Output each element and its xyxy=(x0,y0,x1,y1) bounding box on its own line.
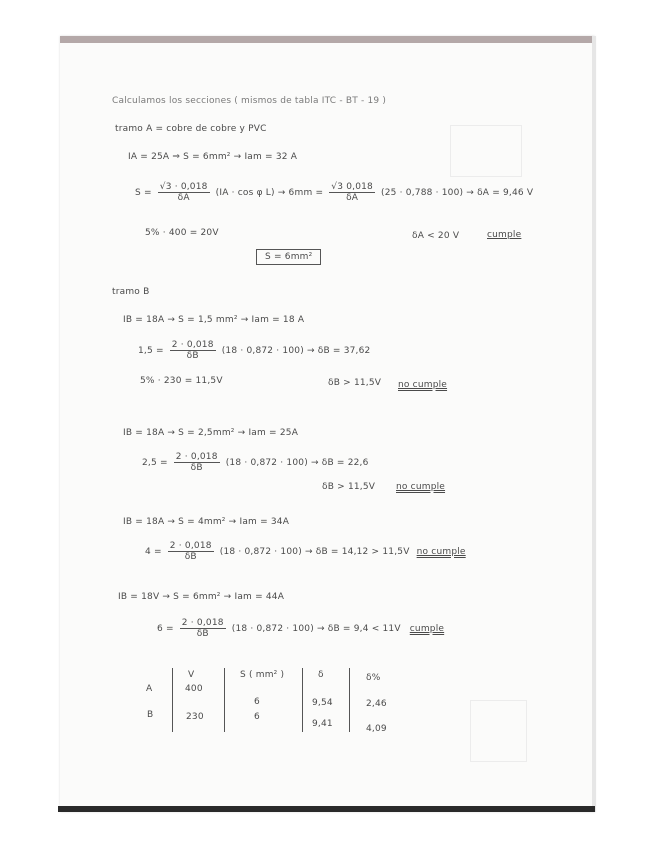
tramo-b-case4-result: cumple xyxy=(409,624,445,634)
equation-rhs: (25 · 0,788 · 100) → δA = 9,46 V xyxy=(381,188,534,198)
table-header-s: S ( mm² ) xyxy=(240,670,285,680)
fraction-denominator: δB xyxy=(196,629,209,639)
fraction xyxy=(180,618,226,639)
page-top-edge xyxy=(60,36,595,43)
tramo-b-case3-result: no cumple xyxy=(416,547,466,557)
equation-rhs: (18 · 0,872 · 100) → δB = 37,62 xyxy=(221,346,371,356)
fraction-denominator: δB xyxy=(184,552,197,562)
tramo-a-boxed-result: S = 6mm² xyxy=(256,249,321,265)
table-header-percent: δ% xyxy=(366,673,381,683)
fraction-numerator: 2 · 0,018 xyxy=(171,340,214,350)
table-cell: 4,09 xyxy=(366,724,387,734)
table-cell: 6 xyxy=(254,712,260,722)
tramo-b-case1-equation xyxy=(138,340,370,361)
page-title: Calculamos los secciones ( mismos de tabla ITC - BT - 19 ) xyxy=(112,96,387,106)
bleed-through-mark xyxy=(470,700,527,762)
tramo-b-label: tramo B xyxy=(112,287,150,297)
equation-lhs: 2,5 = xyxy=(142,458,168,468)
table-divider xyxy=(349,668,350,732)
tramo-a-label: tramo A = cobre de cobre y PVC xyxy=(115,124,267,134)
tramo-a-line: IA = 25A ⇒ S = 6mm² → Iam = 32 A xyxy=(128,152,298,162)
tramo-a-check-left: 5% · 400 = 20V xyxy=(145,228,219,238)
table-cell: 9,54 xyxy=(312,698,333,708)
fraction-numerator: 2 · 0,018 xyxy=(169,541,212,551)
table-divider xyxy=(172,668,173,732)
tramo-b-case1-line: IB = 18A → S = 1,5 mm² → Iam = 18 A xyxy=(123,315,305,325)
table-cell: 230 xyxy=(186,712,204,722)
fraction-numerator: √3 0,018 xyxy=(331,182,373,192)
tramo-b-case4-line: IB = 18V → S = 6mm² → Iam = 44A xyxy=(118,592,285,602)
table-header-delta: δ xyxy=(318,670,324,680)
tramo-b-case3-equation xyxy=(145,541,466,562)
table-row-label: A xyxy=(146,684,153,694)
fraction xyxy=(158,182,210,203)
tramo-b-case4-equation xyxy=(157,618,444,639)
fraction xyxy=(170,340,216,361)
equation-lhs: 4 = xyxy=(145,547,162,557)
tramo-b-case2-check-right: δB > 11,5V xyxy=(322,482,376,492)
tramo-a-check-right: δA < 20 V xyxy=(412,231,460,241)
table-cell: 9,41 xyxy=(312,719,333,729)
tramo-b-case3-line: IB = 18A → S = 4mm² → Iam = 34A xyxy=(123,517,290,527)
equation-rhs: (18 · 0,872 · 100) → δB = 14,12 > 11,5V xyxy=(219,547,410,557)
fraction xyxy=(329,182,375,203)
tramo-b-case1-check-right: δB > 11,5V xyxy=(328,378,382,388)
fraction xyxy=(168,541,214,562)
tramo-b-case2-result: no cumple xyxy=(396,482,446,492)
tramo-a-result: cumple xyxy=(487,230,522,240)
tramo-b-case2-equation xyxy=(142,452,369,473)
page-bottom-edge xyxy=(58,806,595,812)
equation-lhs: 6 = xyxy=(157,624,174,634)
equation-lhs: S = xyxy=(135,188,152,198)
page-right-edge xyxy=(592,36,596,812)
tramo-b-case1-result: no cumple xyxy=(398,380,448,390)
fraction-numerator: 2 · 0,018 xyxy=(181,618,224,628)
tramo-a-equation xyxy=(135,182,533,203)
fraction-denominator: δB xyxy=(190,463,203,473)
equation-lhs: 1,5 = xyxy=(138,346,164,356)
table-cell: 400 xyxy=(185,684,203,694)
bleed-through-mark xyxy=(450,125,522,177)
table-header-v: V xyxy=(188,670,195,680)
fraction xyxy=(174,452,220,473)
equation-rhs: (18 · 0,872 · 100) → δB = 9,4 < 11V xyxy=(231,624,401,634)
table-cell: 2,46 xyxy=(366,699,387,709)
equation-middle: (IA · cos φ L) → 6mm = xyxy=(215,188,324,198)
fraction-denominator: δA xyxy=(177,193,190,203)
fraction-numerator: 2 · 0,018 xyxy=(175,452,218,462)
equation-rhs: (18 · 0,872 · 100) → δB = 22,6 xyxy=(225,458,369,468)
fraction-numerator: √3 · 0,018 xyxy=(159,182,208,192)
fraction-denominator: δB xyxy=(186,351,199,361)
tramo-b-case2-line: IB = 18A → S = 2,5mm² → Iam = 25A xyxy=(123,428,299,438)
table-cell: 6 xyxy=(254,697,260,707)
fraction-denominator: δA xyxy=(346,193,359,203)
table-divider xyxy=(224,668,225,732)
table-row-label: B xyxy=(147,710,154,720)
tramo-b-case1-check-left: 5% · 230 = 11,5V xyxy=(140,376,223,386)
table-divider xyxy=(302,668,303,732)
